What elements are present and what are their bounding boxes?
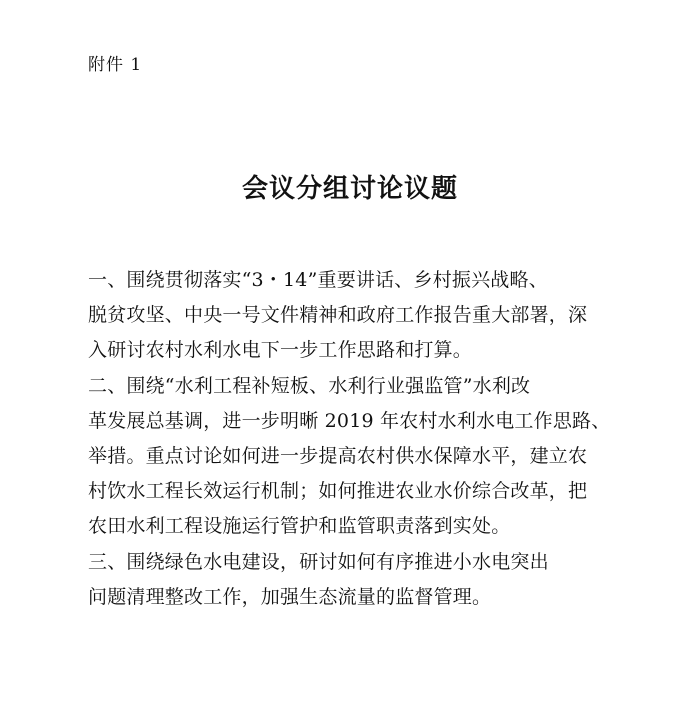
- paragraph-line: 举措。重点讨论如何进一步提高农村供水保障水平，建立农: [88, 445, 588, 467]
- paragraph-2: [88, 369, 611, 544]
- paragraph-line: 脱贫攻坚、中央一号文件精神和政府工作报告重大部署，深: [88, 304, 588, 326]
- paragraph-line: 三、围绕绿色水电建设，研讨如何有序推进小水电突出: [88, 551, 549, 573]
- paragraph-line: 二、围绕“水利工程补短板、水利行业强监管”水利改: [88, 375, 531, 397]
- paragraph-1: [88, 263, 596, 368]
- paragraph-line: 入研讨农村水利水电下一步工作思路和打算。: [88, 339, 473, 361]
- paragraph-line: 一、围绕贯彻落实“3・14”重要讲话、乡村振兴战略、: [88, 269, 548, 291]
- page-title: 会议分组讨论议题: [241, 174, 458, 204]
- paragraph-line: 村饮水工程长效运行机制；如何推进农业水价综合改革，把: [88, 480, 588, 502]
- paragraph-line: 农田水利工程设施运行管护和监管职责落到实处。: [88, 515, 511, 537]
- paragraph-3: [88, 545, 596, 615]
- paragraph-line: 问题清理整改工作，加强生态流量的监督管理。: [88, 586, 492, 608]
- paragraph-line: 革发展总基调，进一步明晰 2019 年农村水利水电工作思路、: [88, 410, 611, 432]
- attachment-label: 附件 1: [88, 55, 143, 75]
